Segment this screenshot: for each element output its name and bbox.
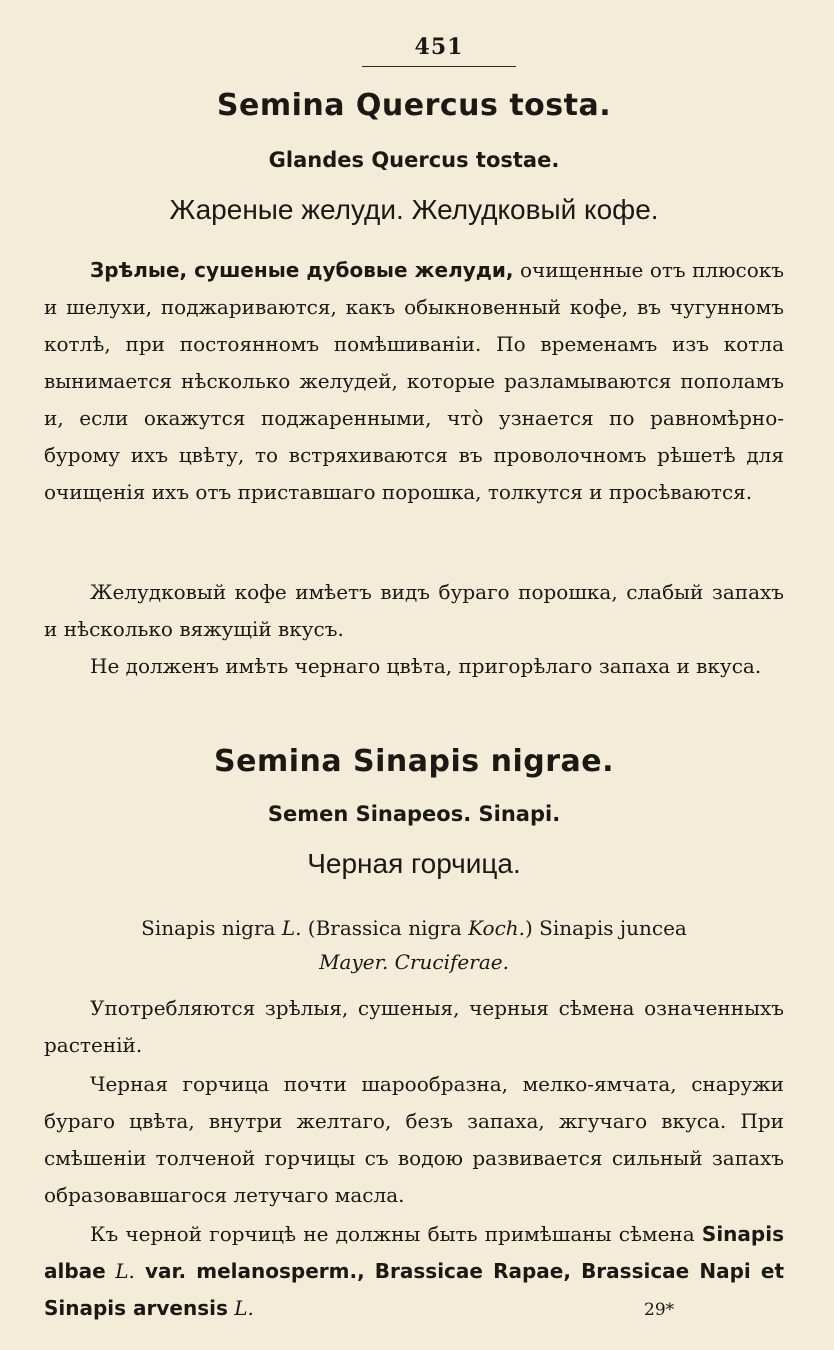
section2-paragraph-1: Употребляются зрѣлыя, сушеныя, черныя сѣмена означенныхъ растеній. bbox=[44, 996, 784, 1057]
section2-p3-text: Къ черной горчицѣ не должны быть примѣшаны сѣмена bbox=[90, 1222, 702, 1246]
species-name-3: ) Sinapis juncea bbox=[525, 916, 687, 940]
section1-p1-bold: Зрѣлые, сушеные дубовые желуди, bbox=[90, 258, 514, 282]
book-page bbox=[44, 30, 784, 1330]
section2-paragraph-2: Черная горчица почти шарообразна, мелко-ямчата, снаружи бураго цвѣта, внутри желтаго, безъ запаха, жгучаго вкуса. При смѣшеніи толченой горчицы съ водою развивается сильный запахъ образовавшагося летучаго масла. bbox=[44, 1072, 784, 1207]
header-rule bbox=[362, 66, 516, 67]
signature-mark: 29* bbox=[644, 1300, 675, 1320]
section2-p3-italic-1: L. bbox=[105, 1259, 135, 1283]
species-name-1: Sinapis nigra bbox=[141, 916, 282, 940]
species-line-1 bbox=[44, 910, 784, 947]
section2-p3-bold-1: Sinapis albae bbox=[44, 1222, 784, 1283]
species-line-2: Mayer. Cruciferae. bbox=[319, 950, 509, 974]
section1-subtitle: Glandes Quercus tostae. bbox=[268, 148, 560, 172]
species-author-2: Koch. bbox=[468, 916, 526, 940]
section2-p3-bold-2: var. melanosperm., Brassicae Rapae, Brassicae Napi et Sinapis arvensis bbox=[44, 1259, 784, 1320]
section1-paragraph-1 bbox=[44, 252, 784, 511]
species-author-1: L. bbox=[281, 916, 302, 940]
species-name-2: (Brassica nigra bbox=[301, 916, 469, 940]
section2-subtitle: Semen Sinapeos. Sinapi. bbox=[267, 802, 561, 826]
section2-title: Semina Sinapis nigrae. bbox=[214, 744, 614, 779]
section2-ru-title: Черная горчица. bbox=[307, 848, 521, 879]
section1-ru-title: Жареные желуди. Желудковый кофе. bbox=[169, 194, 659, 225]
section1-p1-text: очищенные отъ плюсокъ и шелухи, поджариваются, какъ обыкновенный кофе, въ чугунномъ котлѣ, при постоянномъ помѣшиваніи. По временамъ изъ котла вынимается нѣсколько желудей, которые разламываются пополамъ и, если окажутся поджаренными, что̀ узнается по равномѣрно-бурому ихъ цвѣту, то встряхиваются въ проволочномъ рѣшетѣ для очищенія ихъ отъ приставшаго порошка, толкутся и просѣваются. bbox=[44, 258, 784, 504]
section1-paragraph-2: Желудковый кофе имѣетъ видъ бураго порошка, слабый запахъ и нѣсколько вяжущій вкусъ. bbox=[44, 580, 784, 641]
section1-title: Semina Quercus tosta. bbox=[216, 88, 612, 123]
section2-p3-italic-2: L. bbox=[227, 1296, 254, 1320]
page-number: 451 bbox=[414, 34, 464, 60]
section1-paragraph-3: Не долженъ имѣть чернаго цвѣта, пригорѣлаго запаха и вкуса. bbox=[90, 654, 762, 678]
